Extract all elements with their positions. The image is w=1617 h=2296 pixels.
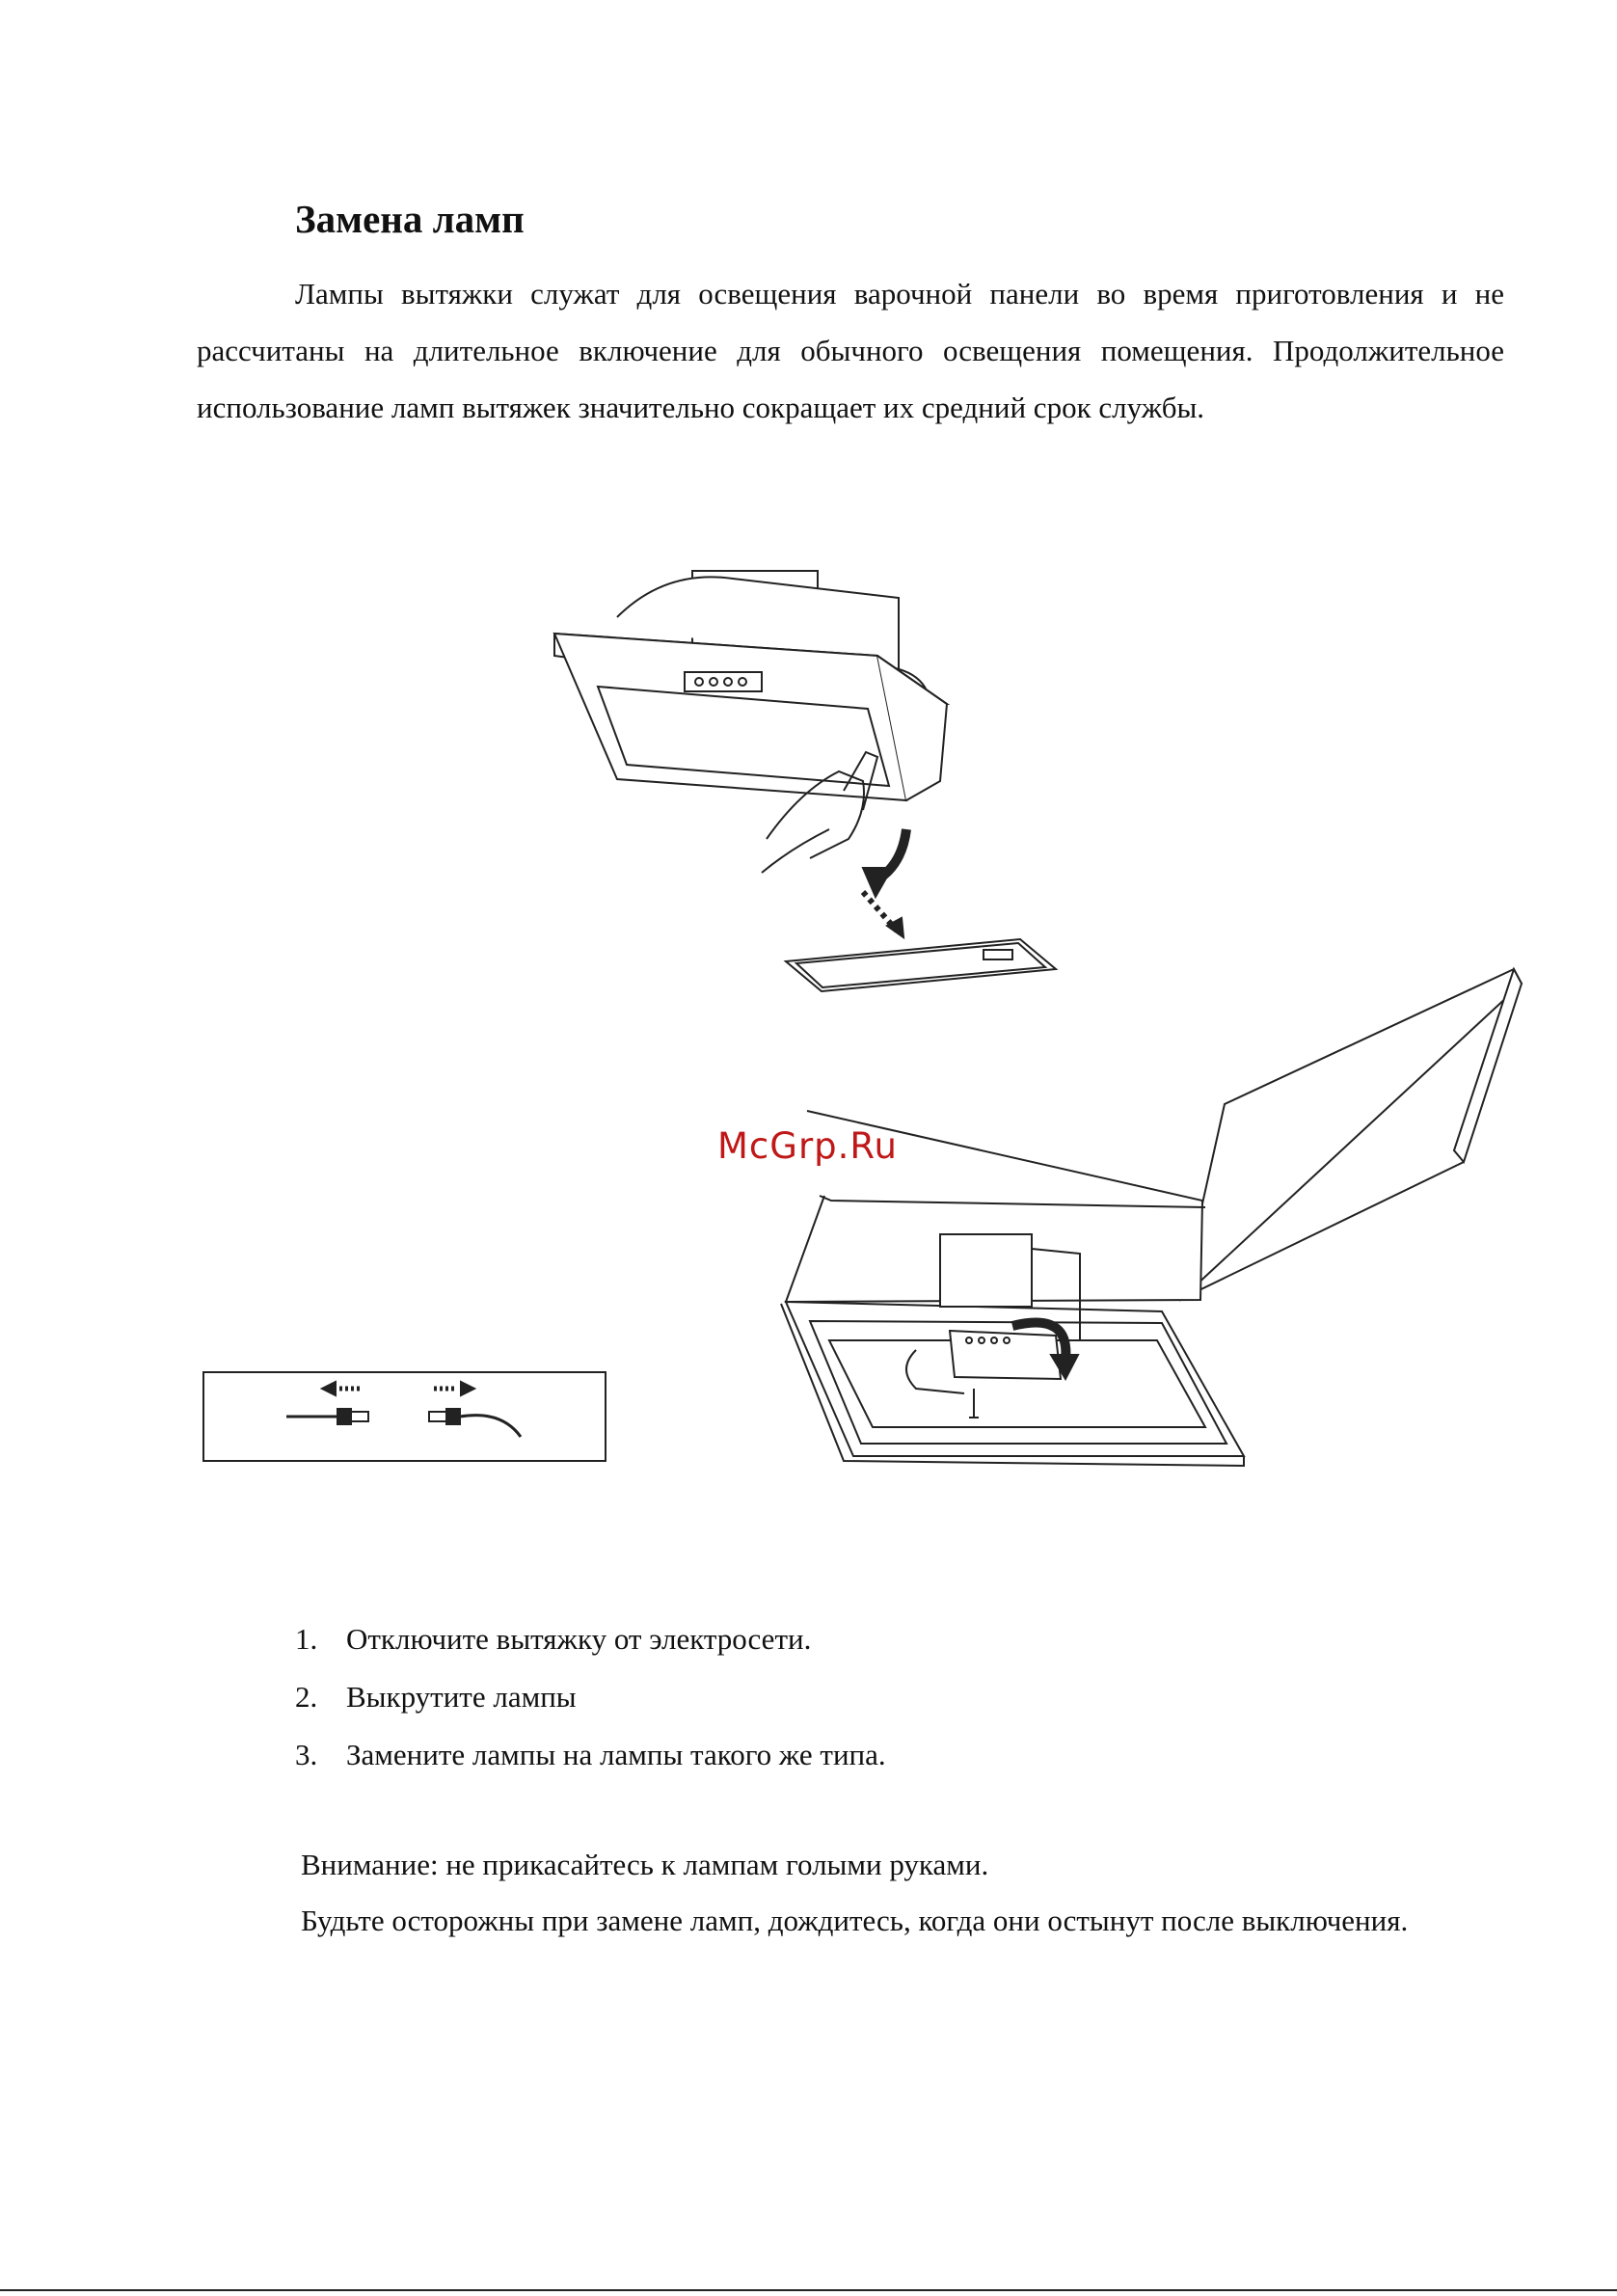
- filter-removal-illustration: [554, 571, 1056, 991]
- watermark: McGrp.Ru: [717, 1125, 898, 1167]
- caution-text: Будьте осторожны при замене ламп, дождитесь, когда они остынут после выключения.: [301, 1904, 1409, 1937]
- intro-text: Лампы вытяжки служат для освещения варочной панели во время приготовления и не рассчитаны на длительное включение для обычного освещения помещения. Продолжительное использование ламп вытяжек значительно сокращает их средний срок службы.: [197, 277, 1504, 424]
- warning-text: Внимание: не прикасайтесь к лампам голыми руками.: [301, 1848, 989, 1881]
- caution-paragraph: [202, 1892, 1506, 1949]
- steps-list: [295, 1610, 886, 1784]
- list-item: 1. Отключите вытяжку от электросети.: [295, 1622, 812, 1656]
- lamp-replacement-illustration: [781, 969, 1522, 1466]
- page-title: Замена ламп: [295, 197, 525, 241]
- list-item: 3. Замените лампы на лампы такого же типа.: [295, 1738, 886, 1771]
- connector-inset: [203, 1372, 606, 1461]
- list-item: 2. Выкрутите лампы: [295, 1680, 577, 1714]
- page-bottom-rule: [0, 2289, 1617, 2291]
